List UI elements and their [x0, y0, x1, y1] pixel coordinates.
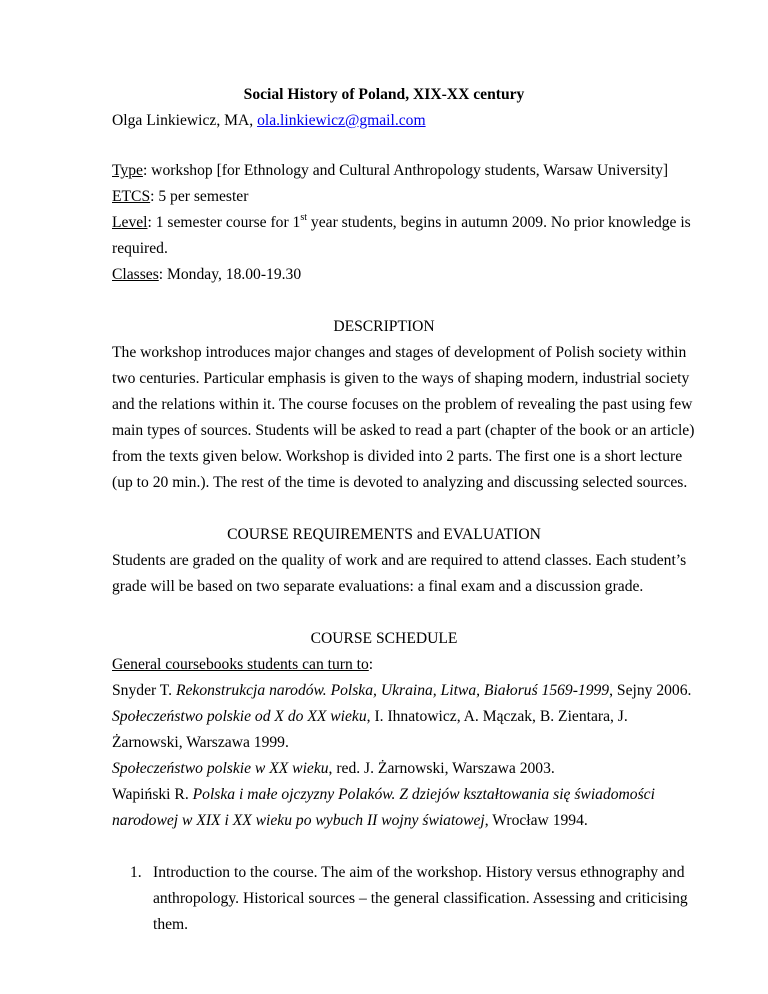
description-line: The workshop introduces major changes and stages of development of Polish society within — [112, 344, 687, 361]
classes-line — [112, 266, 301, 284]
level-line — [112, 211, 691, 232]
level-label: Level — [112, 214, 148, 231]
book-publication: , red. J. Żarnowski, Warszawa 2003. — [328, 760, 555, 777]
list-item-text: them. — [153, 916, 189, 933]
level-line-2: required. — [112, 240, 168, 257]
book-publication: , Sejny 2006. — [609, 682, 692, 699]
list-item-number: 1. — [130, 864, 142, 881]
description-line: and the relations within it. The course focuses on the problem of revealing the past using few — [112, 396, 693, 413]
coursebooks-colon: : — [368, 656, 374, 673]
type-label: Type — [112, 162, 143, 179]
book-entry — [112, 760, 555, 778]
description-line: main types of sources. Students will be asked to read a part (chapter of the book or an article) — [112, 422, 695, 439]
book-title: Społeczeństwo polskie w XX wieku — [112, 760, 329, 777]
book-entry-cont: Żarnowski, Warszawa 1999. — [112, 734, 289, 751]
list-item-text: Introduction to the course. The aim of the workshop. History versus ethnography and — [153, 864, 685, 881]
classes-value: : Monday, 18.00-19.30 — [158, 266, 302, 283]
book-title: narodowej w XIX i XX wieku po wybuch II wojny światowej — [112, 812, 485, 829]
description-line: (up to 20 min.). The rest of the time is devoted to analyzing and discussing selected sources. — [112, 474, 688, 491]
book-author: Wapiński R. — [112, 786, 193, 803]
book-title: Polska i małe ojczyzny Polaków. Z dziejów kształtowania się świadomości — [192, 786, 655, 803]
coursebooks-label: General coursebooks students can turn to — [112, 656, 369, 673]
description-heading: DESCRIPTION — [333, 318, 435, 335]
coursebooks-label-line — [112, 656, 373, 674]
description-line: two centuries. Particular emphasis is given to the ways of shaping modern, industrial society — [112, 370, 690, 387]
etcs-value: : 5 per semester — [150, 188, 249, 205]
etcs-line — [112, 188, 248, 206]
email-link[interactable]: ola.linkiewicz@gmail.com — [257, 112, 426, 129]
type-value: : workshop [for Ethnology and Cultural Anthropology students, Warsaw University] — [142, 162, 669, 179]
etcs-label: ETCS — [112, 188, 151, 205]
book-entry — [112, 682, 691, 700]
description-line: from the texts given below. Workshop is divided into 2 parts. The first one is a short lecture — [112, 448, 683, 465]
requirements-heading: COURSE REQUIREMENTS and EVALUATION — [227, 526, 541, 543]
type-line — [112, 162, 668, 180]
book-title: Społeczeństwo polskie od X do XX wieku — [112, 708, 367, 725]
author-line — [112, 112, 426, 130]
level-sup: st — [300, 211, 308, 223]
requirements-line: Students are graded on the quality of work and are required to attend classes. Each student’s — [112, 552, 687, 569]
list-item-text: anthropology. Historical sources – the general classification. Assessing and criticising — [153, 890, 688, 907]
book-publication: , I. Ihnatowicz, A. Mączak, B. Zientara, J. — [366, 708, 628, 725]
level-value-a: : 1 semester course for 1 — [147, 214, 301, 231]
book-author: Snyder T. — [112, 682, 176, 699]
document-title: Social History of Poland, XIX-XX century — [243, 86, 525, 103]
schedule-heading: COURSE SCHEDULE — [310, 630, 458, 647]
author-name: Olga Linkiewicz, MA, — [112, 112, 258, 129]
classes-label: Classes — [112, 266, 159, 283]
book-publication: , Wrocław 1994. — [484, 812, 588, 829]
book-entry — [112, 786, 655, 804]
book-entry-cont — [112, 812, 588, 830]
book-entry — [112, 708, 628, 726]
level-value-b: year students, begins in autumn 2009. No prior knowledge is — [307, 214, 691, 231]
requirements-line: grade will be based on two separate evaluations: a final exam and a discussion grade. — [112, 578, 644, 595]
book-title: Rekonstrukcja narodów. Polska, Ukraina, Litwa, Białoruś 1569-1999 — [175, 682, 610, 699]
